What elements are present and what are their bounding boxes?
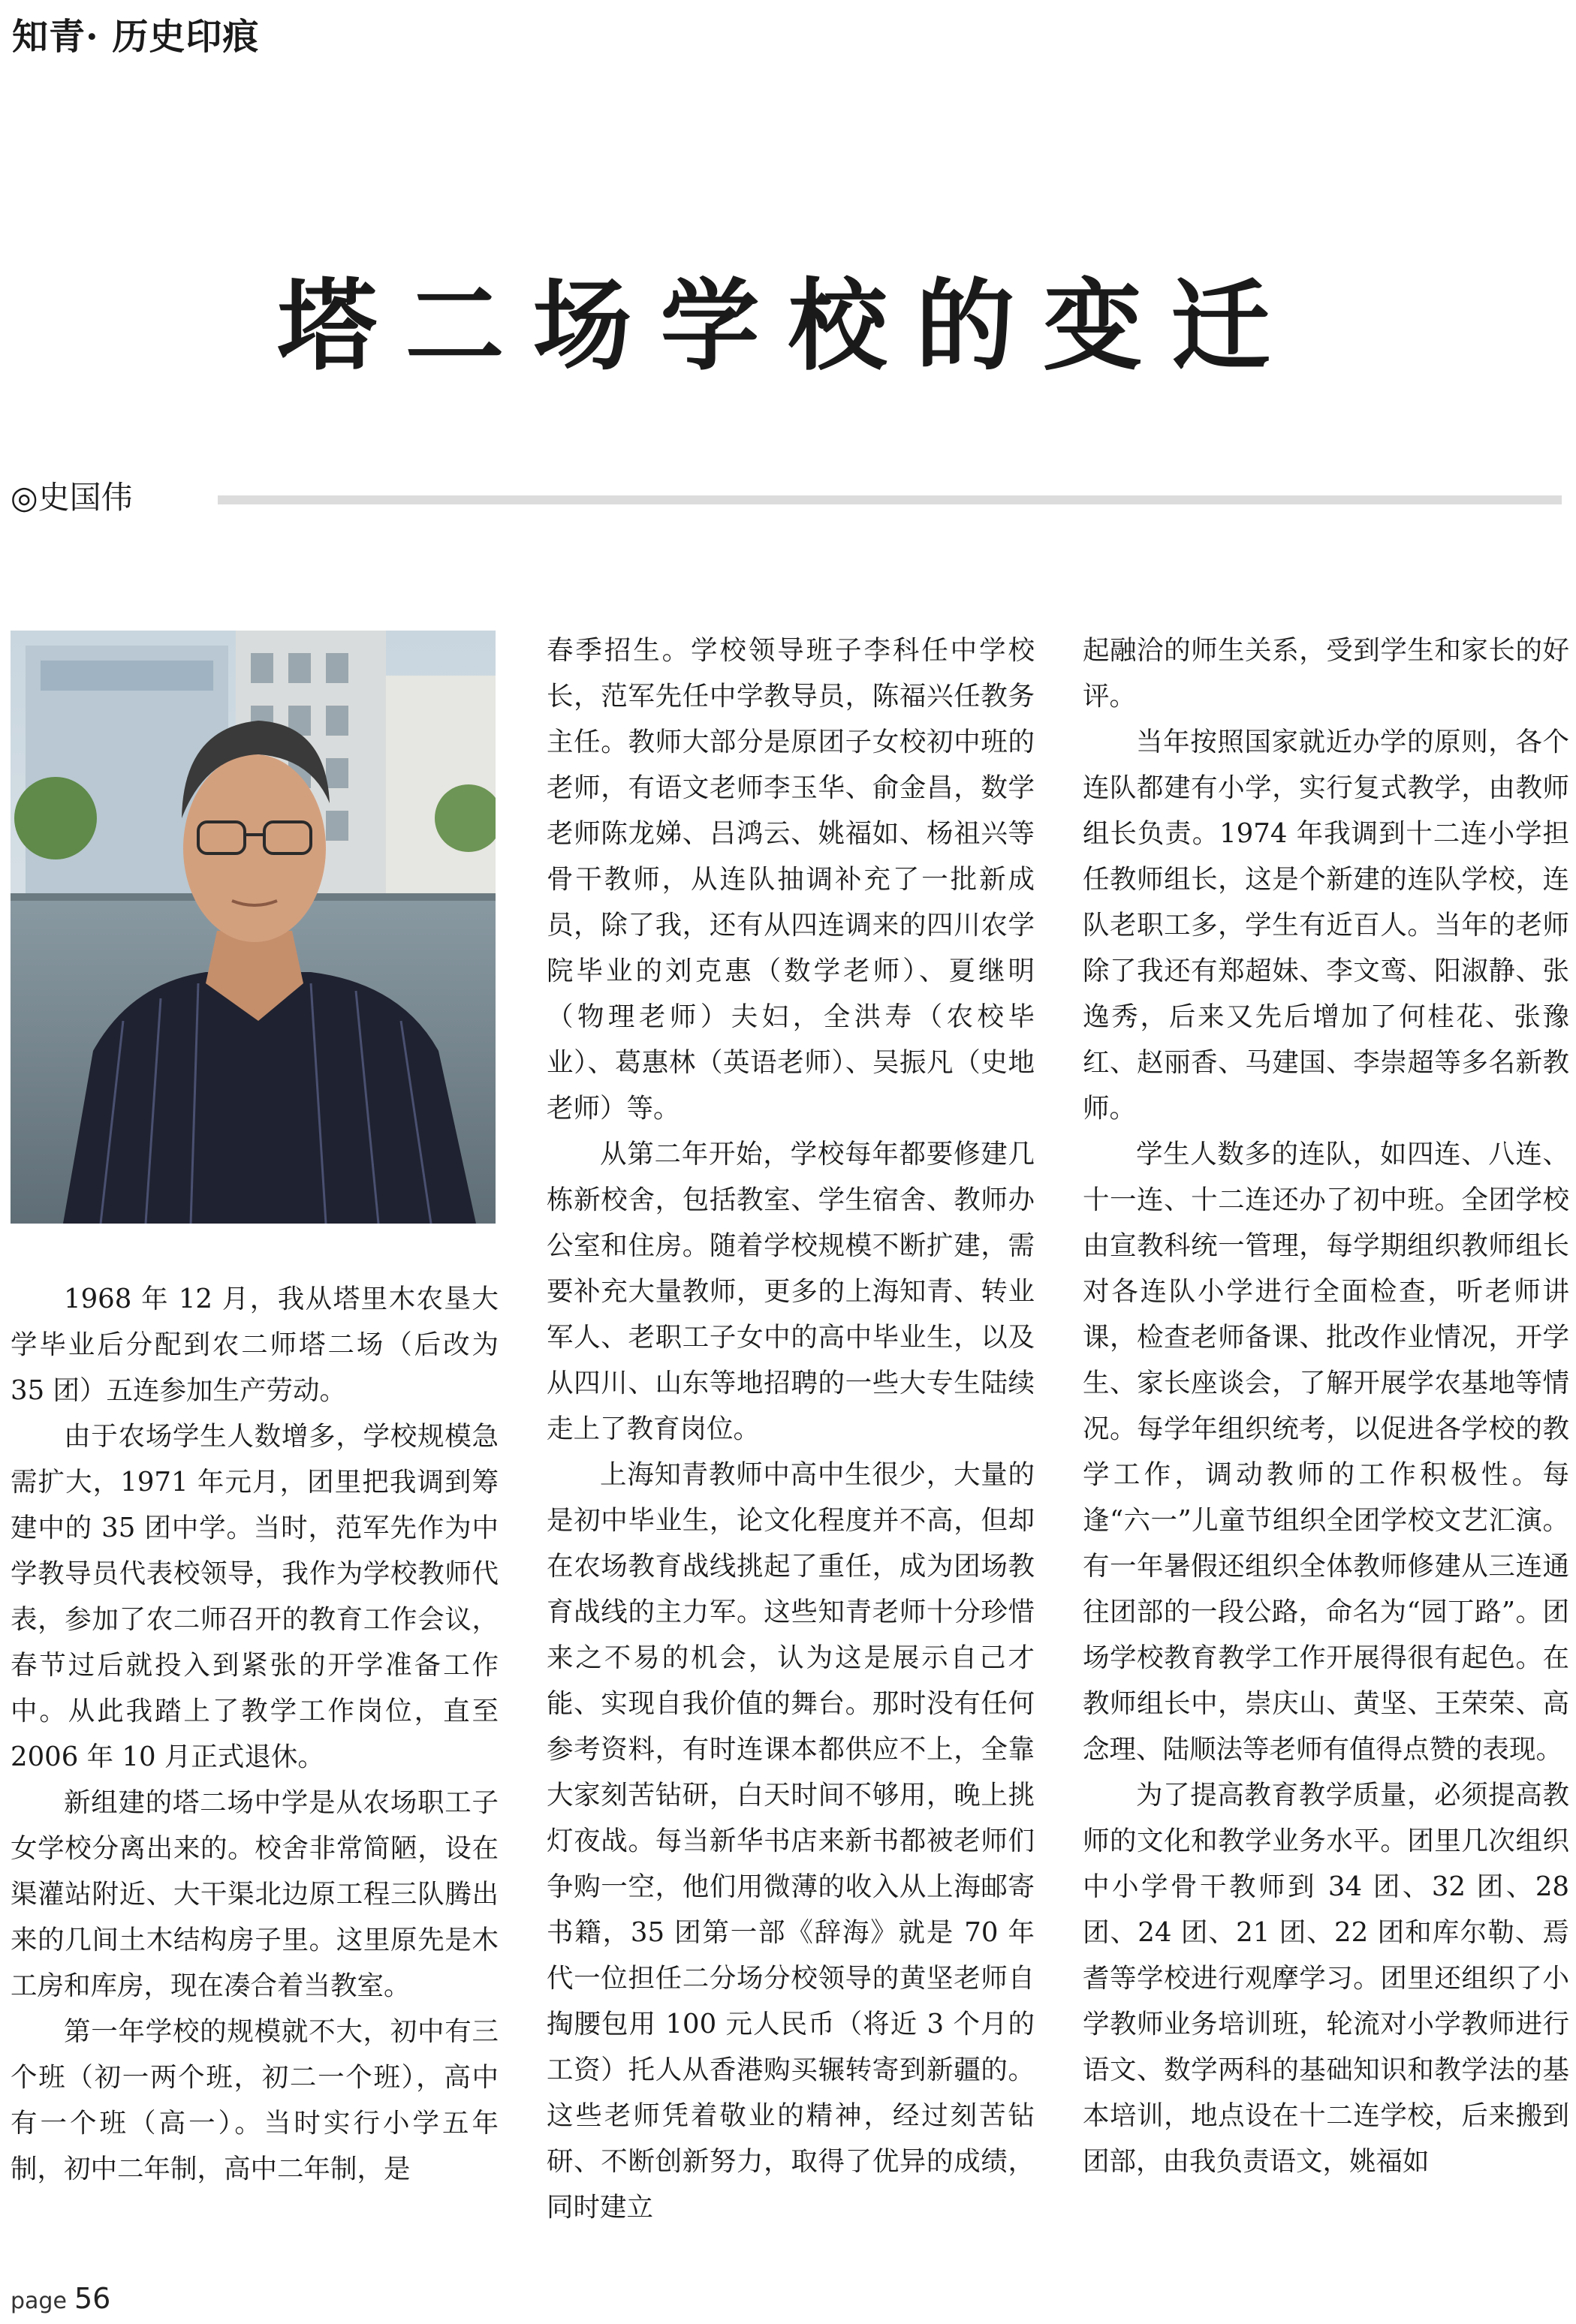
- page-label: page: [11, 2288, 67, 2314]
- section-label: 知青· 历史印痕: [12, 16, 260, 58]
- paragraph: 学生人数多的连队，如四连、八连、十一连、十二连还办了初中班。全团学校由宣教科统一管理，每学期组织教师组长对各连队小学进行全面检查，听老师讲课，检查老师备课、批改作业情况，开学生、家长座谈会，了解开展学农基地等情况。每学年组织统考，以促进各学校的教学工作，调动教师的工作积极性。每逢“六一”儿童节组织全团学校文艺汇演。有一年暑假还组织全体教师修建从三连通往团部的一段公路，命名为“园丁路”。团场学校教育教学工作开展得很有起色。在教师组长中，崇庆山、黄坚、王荣荣、高念理、陆顺法等老师有值得点赞的表现。: [1083, 1139, 1569, 1765]
- paragraph: 第一年学校的规模就不大，初中有三个班（初一两个班，初二一个班），高中有一个班（高一）。当时实行小学五年制，初中二年制，高中二年制，是: [11, 2016, 499, 2184]
- page-number: 56: [74, 2282, 111, 2315]
- paragraph: 为了提高教育教学质量，必须提高教师的文化和教学业务水平。团里几次组织中小学骨干教师到 34 团、32 团、28 团、24 团、21 团、22 团和库尔勒、焉耆等学校进行观摩学习。团里还组织了小学教师业务培训班，轮流对小学教师进行语文、数学两科的基础知识和教学法的基本培训，地点设在十二连学校，后来搬到团部，由我负责语文，姚福如: [1083, 1780, 1569, 2177]
- byline: ◎史国伟: [11, 479, 133, 516]
- paragraph: 当年按照国家就近办学的原则，各个连队都建有小学，实行复式教学，由教师组长负责。1974 年我调到十二连小学担任教师组长，这是个新建的连队学校，连队老职工多，学生有近百人。当年的老师除了我还有郑超妹、李文鸾、阳淑静、张逸秀，后来又先后增加了何桂花、张豫红、赵丽香、马建国、李崇超等多名新教师。: [1083, 727, 1569, 1124]
- text-column-2: [547, 628, 1035, 2230]
- page-footer: [11, 2282, 110, 2315]
- text-column-1: [11, 1276, 499, 2192]
- article-title: 塔二场学校的变迁: [277, 268, 1299, 384]
- byline-rule: [218, 495, 1562, 504]
- paragraph: 起融洽的师生关系，受到学生和家长的好评。: [1083, 635, 1569, 712]
- paragraph: 上海知青教师中高中生很少，大量的是初中毕业生，论文化程度并不高，但却在农场教育战线挑起了重任，成为团场教育战线的主力军。这些知青老师十分珍惜来之不易的机会，认为这是展示自己才能、实现自我价值的舞台。那时没有任何参考资料，有时连课本都供应不上，全靠大家刻苦钻研，白天时间不够用，晚上挑灯夜战。每当新华书店来新书都被老师们争购一空，他们用微薄的收入从上海邮寄书籍，35 团第一部《辞海》就是 70 年代一位担任二分场分校领导的黄坚老师自掏腰包用 100 元人民币（将近 3 个月的工资）托人从香港购买辗转寄到新疆的。这些老师凭着敬业的精神，经过刻苦钻研、不断创新努力，取得了优异的成绩，同时建立: [547, 1459, 1035, 2223]
- paragraph: 由于农场学生人数增多，学校规模急需扩大，1971 年元月，团里把我调到筹建中的 35 团中学。当时，范军先作为中学教导员代表校领导，我作为学校教师代表，参加了农二师召开的教育工作会议，春节过后就投入到紧张的开学准备工作中。从此我踏上了教学工作岗位，直至 2006 年 10 月正式退休。: [11, 1421, 499, 1772]
- text-column-3: [1083, 628, 1569, 2184]
- paragraph: 春季招生。学校领导班子李科任中学校长，范军先任中学教导员，陈福兴任教务主任。教师大部分是原团子女校初中班的老师，有语文老师李玉华、俞金昌，数学老师陈龙娣、吕鸿云、姚福如、杨祖兴等骨干教师，从连队抽调补充了一批新成员，除了我，还有从四连调来的四川农学院毕业的刘克惠（数学老师）、夏继明（物理老师）夫妇，全洪寿（农校毕业）、葛惠林（英语老师）、吴振凡（史地老师）等。: [547, 635, 1035, 1124]
- paragraph: 从第二年开始，学校每年都要修建几栋新校舍，包括教室、学生宿舍、教师办公室和住房。随着学校规模不断扩建，需要补充大量教师，更多的上海知青、转业军人、老职工子女中的高中毕业生，以及从四川、山东等地招聘的一些大专生陆续走上了教育岗位。: [547, 1139, 1035, 1444]
- author-photo: [11, 631, 496, 1224]
- paragraph: 新组建的塔二场中学是从农场职工子女学校分离出来的。校舍非常简陋，设在渠灌站附近、大干渠北边原工程三队腾出来的几间土木结构房子里。这里原先是木工房和库房，现在凑合着当教室。: [11, 1787, 499, 2001]
- paragraph: 1968 年 12 月，我从塔里木农垦大学毕业后分配到农二师塔二场（后改为 35 团）五连参加生产劳动。: [11, 1284, 499, 1406]
